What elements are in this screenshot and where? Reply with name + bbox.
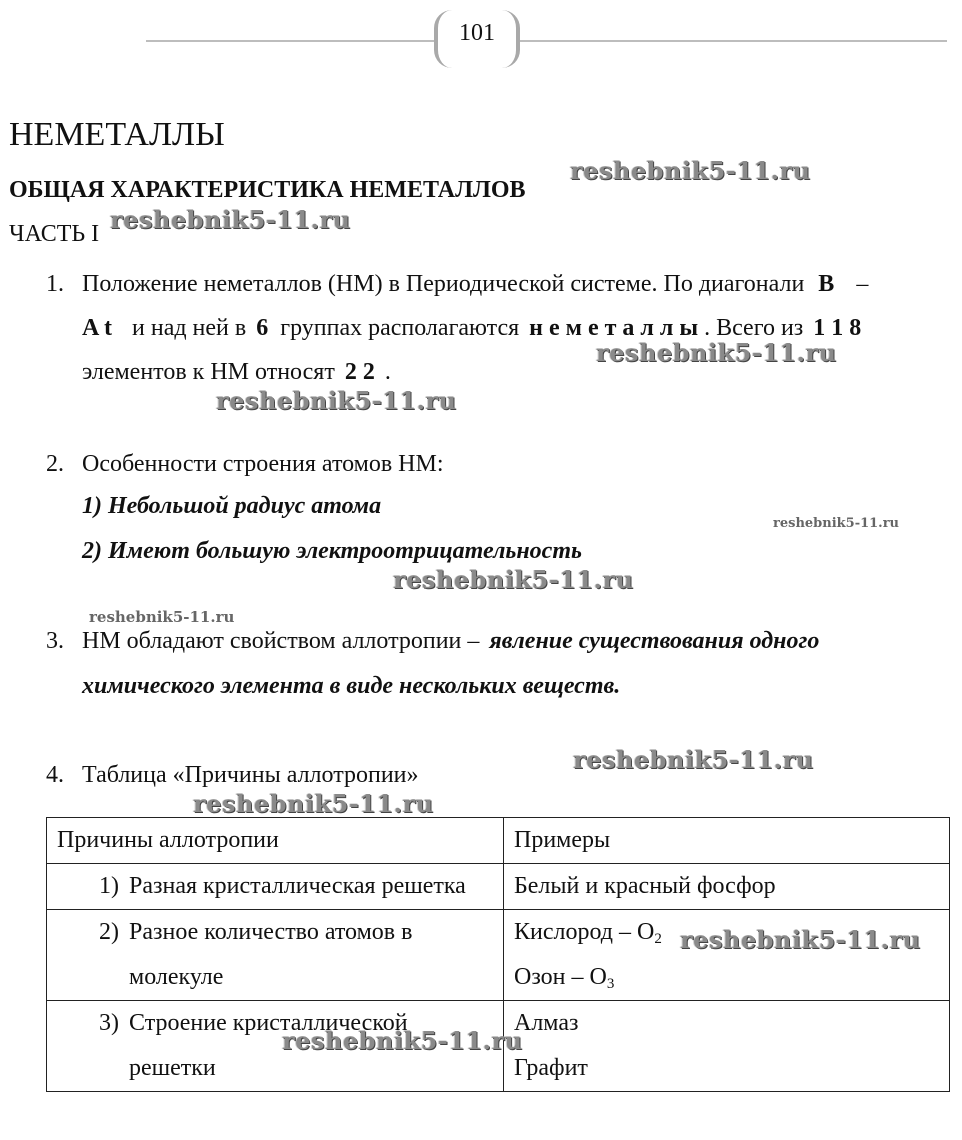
table-cell-example — [504, 910, 950, 1001]
table-cell-cause — [47, 910, 504, 1001]
watermark: reshebnik5-11.ru — [596, 338, 837, 367]
subsection-title: ОБЩАЯ ХАРАКТЕРИСТИКА НЕМЕТАЛЛОВ — [9, 177, 526, 203]
cause-line — [57, 910, 503, 1000]
item1-line3 — [82, 358, 391, 386]
item4-number: 4. — [46, 762, 64, 788]
item3-definition-2: химического элемента в виде нескольких веществ. — [82, 673, 621, 699]
item3-text: НМ обладают свойством аллотропии – — [82, 628, 480, 654]
row-number: 1) — [99, 873, 119, 899]
item2-text: Особенности строения атомов НМ: — [82, 451, 444, 477]
item1-number: 1. — [46, 271, 64, 297]
table-row — [47, 864, 950, 910]
item1-line3-text1: элементов к НМ относят — [82, 359, 335, 385]
watermark: reshebnik5-11.ru — [773, 516, 900, 531]
table-header-examples: Примеры — [504, 818, 950, 864]
item1-line2-text1: и над ней в — [132, 315, 247, 341]
example-ozone-subscript: 3 — [606, 976, 615, 992]
item1-answer-groups: 6 — [256, 315, 269, 341]
page-number: 101 — [459, 20, 495, 46]
watermark: reshebnik5-11.ru — [680, 925, 921, 954]
example-line — [514, 955, 949, 1000]
section-title: НЕМЕТАЛЛЫ — [9, 116, 225, 153]
item2-sub1: 1) Небольшой радиус атома — [82, 493, 382, 519]
cause-text-line: Строение кристаллической — [129, 1010, 408, 1036]
item3-number: 3. — [46, 628, 64, 654]
example-line: Графит — [514, 1055, 588, 1081]
part-label: ЧАСТЬ I — [9, 221, 100, 247]
cause-text — [129, 910, 503, 1000]
watermark: reshebnik5-11.ru — [216, 386, 457, 415]
header-rule-right — [520, 40, 947, 42]
row-number: 3) — [99, 1010, 119, 1036]
example-line: Белый и красный фосфор — [514, 873, 776, 899]
example-ozone: Озон – O — [514, 964, 607, 990]
item1-line2-text2: группах располагаются — [280, 315, 520, 341]
watermark: reshebnik5-11.ru — [282, 1026, 523, 1055]
item1-answer-nonmetals: н е м е т а л л ы — [529, 315, 699, 341]
example-oxygen: Кислород – O — [514, 919, 655, 945]
item2-sub2: 2) Имеют большую электроотрицательность — [82, 538, 582, 564]
example-oxygen-subscript: 2 — [654, 931, 662, 947]
item3-definition-1: явление существования одного — [489, 628, 820, 654]
item1-line2-text3: . Всего из — [704, 315, 804, 341]
watermark: reshebnik5-11.ru — [89, 608, 235, 626]
cause-text-line: решетки — [129, 1055, 216, 1081]
cause-text-line: Разное количество атомов в — [129, 919, 413, 945]
cause-text: Разная кристаллическая решетка — [129, 873, 466, 899]
watermark: reshebnik5-11.ru — [570, 156, 811, 185]
example-line: Алмаз — [514, 1010, 579, 1036]
watermark: reshebnik5-11.ru — [573, 745, 814, 774]
row-number: 2) — [99, 919, 119, 945]
watermark: reshebnik5-11.ru — [110, 205, 351, 234]
item3-line1 — [82, 627, 819, 655]
cause-text-line: молекуле — [129, 964, 224, 990]
watermark: reshebnik5-11.ru — [193, 789, 434, 818]
table-header-row — [47, 818, 950, 864]
page-number-frame — [434, 10, 520, 68]
item1-answer-at: A t — [82, 315, 112, 341]
table-cell-example — [504, 864, 950, 910]
item2-number: 2. — [46, 451, 64, 477]
table-cell-cause — [47, 864, 504, 910]
cause-line — [57, 864, 503, 909]
item1-answer-b: B — [818, 271, 835, 297]
item1-line1 — [82, 270, 868, 298]
table-cell-example — [504, 1001, 950, 1092]
watermark: reshebnik5-11.ru — [393, 565, 634, 594]
item4-text: Таблица «Причины аллотропии» — [82, 762, 419, 788]
item1-answer-total: 1 1 8 — [813, 315, 862, 341]
table-header-causes: Причины аллотропии — [47, 818, 504, 864]
item1-line1-text: Положение неметаллов (НМ) в Периодической системе. По диагонали — [82, 271, 805, 297]
item1-line3-text2: . — [384, 359, 391, 385]
item1-dash: – — [856, 271, 869, 297]
header-rule-left — [146, 40, 434, 42]
item1-answer-count: 2 2 — [344, 359, 375, 385]
table-row — [47, 910, 950, 1001]
